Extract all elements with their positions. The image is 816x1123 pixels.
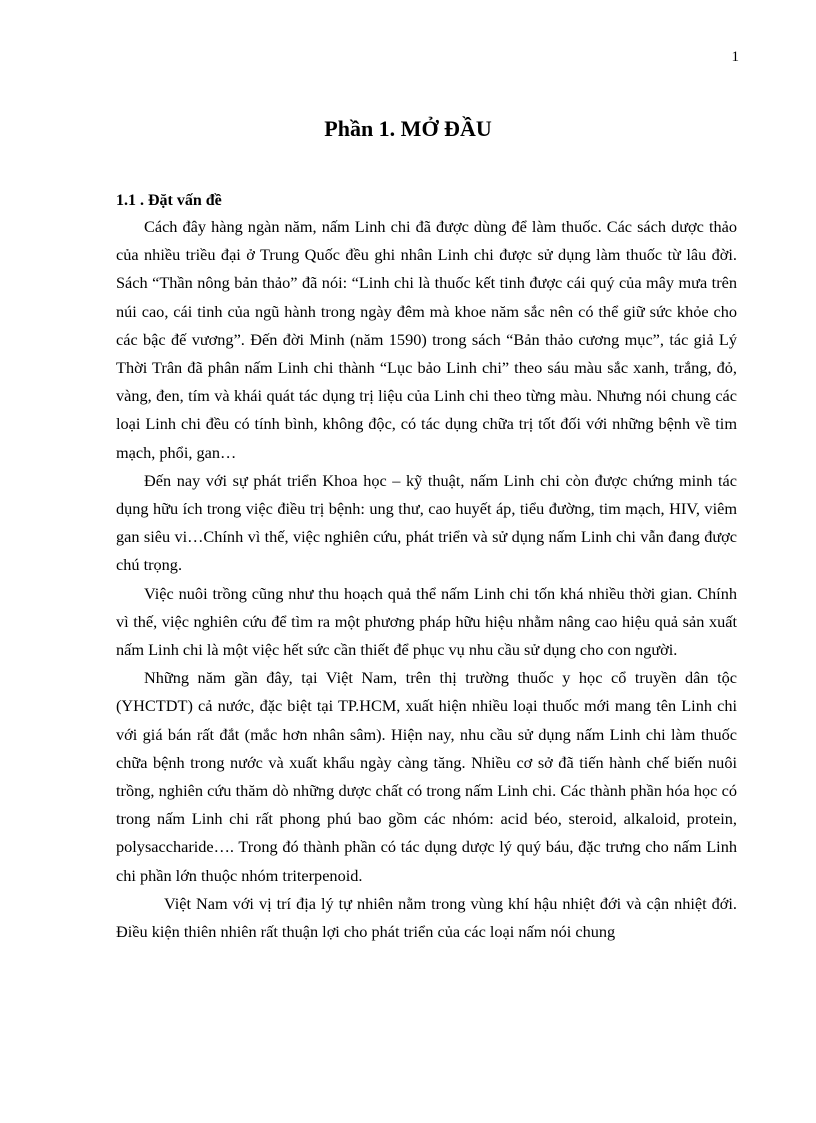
page-number: 1 — [731, 49, 739, 65]
paragraph: Cách đây hàng ngàn năm, nấm Linh chi đã được dùng để làm thuốc. Các sách dược thảo của nhiều triều đại ở Trung Quốc đều ghi nhân Linh chi được sử dụng làm thuốc từ lâu đời. Sách “Thần nông bản thảo” đã nói: “Linh chi là thuốc kết tinh được cái quý của mây mưa trên núi cao, cái tinh của ngũ hành trong ngày đêm mà khoe năm sắc nên có thể giữ sức khỏe cho các bậc đế vương”. Đến đời Minh (năm 1590) trong sách “Bản thảo cương mục”, tác giả Lý Thời Trân đã phân nấm Linh chi thành “Lục bảo Linh chi” theo sáu màu sắc xanh, trắng, đỏ, vàng, đen, tím và khái quát tác dụng trị liệu của Linh chi theo từng màu. Nhưng nói chung các loại Linh chi đều có tính bình, không độc, có tác dụng chữa trị tốt đối với những bệnh về tim mạch, phổi, gan… — [116, 217, 737, 462]
paragraph: Việt Nam với vị trí địa lý tự nhiên nằm trong vùng khí hậu nhiệt đới và cận nhiệt đới. Điều kiện thiên nhiên rất thuận lợi cho phát triển của các loại nấm nói chung — [116, 893, 737, 942]
section-heading: 1.1 . Đặt vấn đề — [116, 192, 222, 209]
paragraph: Việc nuôi trồng cũng như thu hoạch quả thể nấm Linh chi tốn khá nhiều thời gian. Chính vì thế, việc nghiên cứu để tìm ra một phương pháp hữu hiệu nhằm nâng cao hiệu quả sản xuất nấm Linh chi là một việc hết sức cần thiết để phục vụ nhu cầu sử dụng cho con người. — [116, 583, 737, 660]
chapter-title: Phần 1. MỞ ĐẦU — [324, 116, 492, 141]
paragraph: Những năm gần đây, tại Việt Nam, trên thị trường thuốc y học cổ truyền dân tộc (YHCTDT) cả nước, đặc biệt tại TP.HCM, xuất hiện nhiều loại thuốc mới mang tên Linh chi với giá bán rất đắt (mắc hơn nhân sâm). Hiện nay, nhu cầu sử dụng nấm Linh chi làm thuốc chữa bệnh trong nước và xuất khẩu ngày càng tăng. Nhiều cơ sở đã tiến hành chế biến nuôi trồng, nghiên cứu thăm dò những dược chất có trong nấm Linh chi. Các thành phần hóa học có trong nấm Linh chi rất phong phú bao gồm các nhóm: acid béo, steroid, alkaloid, protein, polysaccharide…. Trong đó thành phần có tác dụng dược lý quý báu, đặc trưng cho nấm Linh chi phần lớn thuộc nhóm triterpenoid. — [116, 668, 737, 885]
body-text — [116, 213, 737, 946]
paragraph: Đến nay với sự phát triển Khoa học – kỹ thuật, nấm Linh chi còn được chứng minh tác dụng hữu ích trong việc điều trị bệnh: ung thư, cao huyết áp, tiểu đường, tim mạch, HIV, viêm gan siêu vi…Chính vì thế, việc nghiên cứu, phát triển và sử dụng nấm Linh chi vẫn đang được chú trọng. — [116, 470, 737, 575]
